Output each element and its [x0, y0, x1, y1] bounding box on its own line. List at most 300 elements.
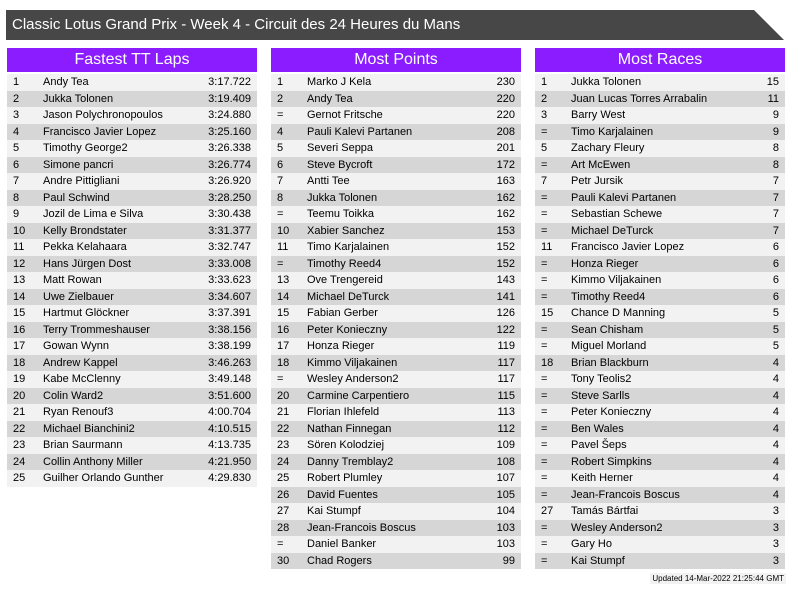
row-driver-name: Francisco Javier Lopez [43, 125, 157, 138]
table-row [271, 223, 521, 240]
table-row [535, 322, 785, 339]
row-driver-name: Pavel Šeps [571, 439, 627, 451]
row-driver-name: Guilher Orlando Gunther [43, 472, 164, 484]
table-row [535, 421, 785, 438]
table-row [271, 173, 521, 190]
row-driver-name: Hartmut Glöckner [43, 307, 130, 319]
row-value: 126 [496, 307, 515, 319]
updated-timestamp: Updated 14-Mar-2022 21:25:44 GMT [652, 574, 784, 583]
most-races-panel [535, 48, 785, 569]
row-driver-name: Kimmo Viljakainen [571, 274, 662, 286]
table-row [7, 454, 257, 471]
row-position: 2 [13, 92, 20, 105]
row-driver-name: Honza Rieger [307, 340, 375, 352]
table-row [271, 470, 521, 487]
most-points-panel [271, 48, 521, 569]
row-driver-name: Michael DeTurck [307, 290, 390, 303]
table-row [271, 355, 521, 372]
row-position: 19 [13, 373, 26, 385]
row-position: 8 [277, 191, 284, 204]
row-value: 141 [496, 290, 515, 303]
row-driver-name: Jukka Tolonen [307, 191, 378, 204]
row-position: 27 [541, 505, 554, 517]
row-driver-name: Jukka Tolonen [571, 76, 642, 88]
row-value: 143 [496, 274, 515, 286]
table-row [7, 239, 257, 256]
row-driver-name: Timo Karjalainen [307, 241, 390, 253]
table-row [535, 536, 785, 553]
row-position: = [541, 455, 548, 468]
row-position: 5 [277, 142, 284, 154]
row-position: = [541, 158, 548, 171]
table-row [535, 355, 785, 372]
table-row [535, 520, 785, 537]
row-value: 4 [772, 455, 779, 468]
row-driver-name: Sören Kolodziej [307, 439, 385, 451]
row-value: 3:38.199 [208, 340, 251, 352]
table-row [535, 404, 785, 421]
row-driver-name: Jean-Francois Boscus [307, 521, 416, 534]
row-value: 3:19.409 [208, 92, 251, 105]
table-row [535, 190, 785, 207]
row-driver-name: Michael Bianchini2 [43, 422, 135, 435]
row-driver-name: Gowan Wynn [43, 340, 109, 352]
row-position: 14 [13, 290, 26, 303]
table-row [7, 223, 257, 240]
row-value: 4:29.830 [208, 472, 251, 484]
row-driver-name: Steve Sarlls [571, 389, 630, 402]
row-position: = [541, 521, 548, 534]
table-row [271, 157, 521, 174]
row-driver-name: Keith Herner [571, 472, 633, 484]
row-position: 13 [13, 274, 26, 286]
row-value: 7 [772, 175, 779, 187]
row-value: 117 [497, 373, 515, 385]
row-value: 4 [772, 422, 779, 435]
row-value: 230 [496, 76, 515, 88]
table-row [535, 107, 785, 124]
row-position: 14 [277, 290, 290, 303]
table-row [535, 173, 785, 190]
table-row [271, 338, 521, 355]
row-driver-name: Kelly Brondstater [43, 224, 127, 237]
row-driver-name: Severi Seppa [307, 142, 374, 154]
row-driver-name: Xabier Sanchez [307, 224, 385, 237]
row-value: 4 [772, 472, 779, 484]
table-row [535, 239, 785, 256]
row-value: 3:32.747 [208, 241, 251, 253]
row-position: 1 [541, 76, 548, 88]
row-value: 4 [772, 356, 779, 369]
table-row [271, 124, 521, 141]
row-driver-name: Miguel Morland [571, 340, 647, 352]
row-value: 3:25.160 [208, 125, 251, 138]
row-value: 3:26.338 [208, 142, 251, 154]
row-value: 3:24.880 [208, 109, 251, 121]
row-value: 3:33.008 [208, 257, 251, 270]
page-banner [6, 10, 784, 40]
row-position: 2 [541, 92, 548, 105]
table-row [7, 404, 257, 421]
table-row [271, 256, 521, 273]
table-row [7, 157, 257, 174]
row-value: 4:21.950 [208, 455, 251, 468]
row-driver-name: Michael DeTurck [571, 224, 654, 237]
row-position: 23 [13, 439, 26, 451]
row-position: 9 [13, 208, 20, 220]
table-row [271, 388, 521, 405]
table-row [535, 305, 785, 322]
row-driver-name: Daniel Banker [307, 538, 377, 550]
row-value: 119 [497, 340, 515, 352]
row-driver-name: Tamás Bártfai [571, 505, 639, 517]
table-row [535, 553, 785, 570]
row-driver-name: Wesley Anderson2 [307, 373, 399, 385]
row-value: 15 [766, 76, 779, 88]
row-driver-name: Danny Tremblay2 [307, 455, 394, 468]
row-position: 3 [13, 109, 20, 121]
table-row [271, 421, 521, 438]
table-row [271, 74, 521, 91]
row-position: = [541, 406, 548, 418]
row-position: 5 [541, 142, 548, 154]
row-value: 117 [497, 356, 515, 369]
row-position: = [277, 538, 284, 550]
row-position: 7 [13, 175, 20, 187]
table-row [271, 206, 521, 223]
row-position: 17 [277, 340, 290, 352]
row-driver-name: Peter Konieczny [307, 323, 388, 336]
table-row [271, 371, 521, 388]
row-driver-name: Timo Karjalainen [571, 125, 654, 138]
row-value: 3:31.377 [208, 224, 251, 237]
most-races-header: Most Races [535, 48, 785, 74]
fastest-laps-header: Fastest TT Laps [7, 48, 257, 74]
table-row [7, 421, 257, 438]
row-value: 3:34.607 [208, 290, 251, 303]
row-driver-name: Terry Trommeshauser [43, 323, 150, 336]
row-driver-name: Wesley Anderson2 [571, 521, 663, 534]
row-position: = [541, 290, 548, 303]
row-driver-name: Ben Wales [571, 422, 624, 435]
row-driver-name: Tony Teolis2 [571, 373, 632, 385]
row-value: 6 [772, 241, 779, 253]
table-row [535, 338, 785, 355]
row-driver-name: Peter Konieczny [571, 406, 652, 418]
table-row [535, 74, 785, 91]
table-row [271, 520, 521, 537]
row-value: 8 [772, 158, 779, 171]
row-driver-name: Antti Tee [307, 175, 350, 187]
row-value: 3:17.722 [208, 76, 251, 88]
row-driver-name: Simone pancri [43, 158, 114, 171]
fastest-laps-panel [7, 48, 257, 487]
table-row [535, 157, 785, 174]
row-driver-name: Jean-Francois Boscus [571, 488, 680, 501]
most-points-header: Most Points [271, 48, 521, 74]
row-value: 107 [496, 472, 515, 484]
row-position: 26 [277, 488, 290, 501]
row-value: 3 [772, 505, 779, 517]
row-value: 162 [496, 191, 515, 204]
row-value: 3:26.774 [208, 158, 251, 171]
row-position: 23 [277, 439, 290, 451]
row-driver-name: Florian Ihlefeld [307, 406, 380, 418]
row-position: 25 [13, 472, 26, 484]
table-row [271, 454, 521, 471]
row-value: 115 [497, 389, 515, 402]
row-position: 11 [277, 241, 289, 253]
row-value: 3:30.438 [208, 208, 251, 220]
row-position: 24 [277, 455, 290, 468]
row-driver-name: Honza Rieger [571, 257, 639, 270]
row-position: = [277, 373, 284, 385]
row-driver-name: Nathan Finnegan [307, 422, 392, 435]
row-value: 7 [772, 191, 779, 204]
row-value: 3 [772, 538, 779, 550]
row-position: = [541, 439, 548, 451]
row-position: 4 [13, 125, 20, 138]
table-row [535, 206, 785, 223]
row-driver-name: Art McEwen [571, 158, 631, 171]
row-position: = [541, 373, 548, 385]
table-row [271, 140, 521, 157]
row-driver-name: Carmine Carpentiero [307, 389, 410, 402]
row-driver-name: Timothy George2 [43, 142, 128, 154]
row-position: 27 [277, 505, 290, 517]
table-row [7, 124, 257, 141]
row-position: 7 [277, 175, 284, 187]
row-value: 4 [772, 439, 779, 451]
table-row [271, 305, 521, 322]
row-position: = [541, 340, 548, 352]
row-driver-name: Timothy Reed4 [571, 290, 646, 303]
row-position: 4 [277, 125, 284, 138]
row-driver-name: Pauli Kalevi Partanen [307, 125, 413, 138]
row-driver-name: Steve Bycroft [307, 158, 373, 171]
row-position: = [541, 125, 548, 138]
row-position: 18 [13, 356, 26, 369]
row-position: 6 [277, 158, 284, 171]
row-position: = [541, 257, 548, 270]
table-row [535, 503, 785, 520]
row-value: 99 [502, 554, 515, 567]
row-value: 6 [772, 290, 779, 303]
row-value: 108 [496, 455, 515, 468]
row-value: 103 [496, 538, 515, 550]
row-position: = [277, 257, 284, 270]
row-position: 18 [277, 356, 290, 369]
row-value: 4 [772, 389, 779, 402]
table-row [7, 272, 257, 289]
row-driver-name: Ove Trengereid [307, 274, 383, 286]
row-position: 25 [277, 472, 290, 484]
row-value: 4:00.704 [208, 406, 251, 418]
row-driver-name: Colin Ward2 [43, 389, 104, 402]
row-driver-name: Gary Ho [571, 538, 612, 550]
row-position: 5 [13, 142, 20, 154]
table-row [535, 91, 785, 108]
row-driver-name: Kai Stumpf [571, 554, 625, 567]
row-driver-name: Uwe Zielbauer [43, 290, 114, 303]
row-position: 22 [277, 422, 290, 435]
row-position: 10 [277, 224, 290, 237]
row-value: 3 [772, 521, 779, 534]
row-driver-name: Francisco Javier Lopez [571, 241, 685, 253]
table-row [535, 223, 785, 240]
row-driver-name: Ryan Renouf3 [43, 406, 114, 418]
row-driver-name: Pekka Kelahaara [43, 241, 127, 253]
table-row [271, 553, 521, 570]
table-row [535, 272, 785, 289]
row-driver-name: Matt Rowan [43, 274, 102, 286]
table-row [7, 322, 257, 339]
row-value: 4 [772, 406, 779, 418]
table-row [7, 355, 257, 372]
row-driver-name: Sean Chisham [571, 323, 644, 336]
row-position: = [541, 488, 548, 501]
row-position: 15 [541, 307, 554, 319]
row-position: 18 [541, 356, 554, 369]
row-value: 7 [772, 224, 779, 237]
row-value: 3:37.391 [208, 307, 251, 319]
row-value: 9 [772, 125, 779, 138]
row-position: 3 [541, 109, 548, 121]
row-driver-name: Petr Jursik [571, 175, 623, 187]
table-row [7, 206, 257, 223]
table-row [7, 371, 257, 388]
row-position: 12 [13, 257, 26, 270]
table-row [7, 305, 257, 322]
row-position: = [541, 554, 548, 567]
table-row [271, 91, 521, 108]
table-row [271, 536, 521, 553]
row-position: 8 [13, 191, 20, 204]
row-value: 122 [496, 323, 515, 336]
row-position: = [277, 109, 284, 121]
row-driver-name: Timothy Reed4 [307, 257, 382, 270]
row-driver-name: Fabian Gerber [307, 307, 378, 319]
row-position: 15 [277, 307, 290, 319]
row-value: 109 [496, 439, 515, 451]
table-row [271, 437, 521, 454]
row-position: = [541, 274, 548, 286]
row-position: = [541, 389, 548, 402]
row-position: 28 [277, 521, 290, 534]
table-row [7, 289, 257, 306]
row-value: 113 [497, 406, 515, 418]
row-value: 3:38.156 [208, 323, 251, 336]
table-row [271, 107, 521, 124]
row-position: = [541, 323, 548, 336]
row-driver-name: Jukka Tolonen [43, 92, 114, 105]
row-value: 5 [772, 340, 779, 352]
row-driver-name: Andrew Kappel [43, 356, 118, 369]
table-row [271, 239, 521, 256]
table-row [7, 107, 257, 124]
table-row [7, 437, 257, 454]
row-position: 21 [13, 406, 26, 418]
row-value: 104 [496, 505, 515, 517]
row-value: 105 [496, 488, 515, 501]
row-value: 4 [772, 373, 779, 385]
row-position: 20 [13, 389, 26, 402]
row-position: = [541, 224, 548, 237]
table-row [535, 140, 785, 157]
row-value: 9 [772, 109, 779, 121]
row-value: 3:33.623 [208, 274, 251, 286]
row-position: 7 [541, 175, 548, 187]
row-position: 17 [13, 340, 26, 352]
table-row [271, 503, 521, 520]
row-driver-name: David Fuentes [307, 488, 378, 501]
row-position: 10 [13, 224, 26, 237]
row-value: 103 [496, 521, 515, 534]
row-position: = [541, 538, 548, 550]
table-row [535, 256, 785, 273]
row-driver-name: Pauli Kalevi Partanen [571, 191, 677, 204]
row-position: 1 [13, 76, 20, 88]
row-position: 15 [13, 307, 26, 319]
table-row [535, 454, 785, 471]
row-value: 163 [496, 175, 515, 187]
table-row [7, 388, 257, 405]
table-row [535, 470, 785, 487]
row-position: 11 [541, 241, 553, 253]
table-row [7, 74, 257, 91]
row-driver-name: Brian Blackburn [571, 356, 649, 369]
table-row [535, 437, 785, 454]
row-value: 11 [767, 92, 779, 105]
table-row [535, 388, 785, 405]
row-value: 4:13.735 [208, 439, 251, 451]
row-value: 162 [496, 208, 515, 220]
row-driver-name: Jozil de Lima e Silva [43, 208, 144, 220]
row-position: = [541, 191, 548, 204]
row-driver-name: Marko J Kela [307, 76, 372, 88]
row-value: 220 [496, 109, 515, 121]
row-position: 16 [13, 323, 26, 336]
row-driver-name: Chad Rogers [307, 554, 372, 567]
row-value: 3 [772, 554, 779, 567]
row-position: 21 [277, 406, 290, 418]
row-position: 6 [13, 158, 20, 171]
row-position: 11 [13, 241, 25, 253]
table-row [535, 124, 785, 141]
table-row [271, 322, 521, 339]
row-driver-name: Kimmo Viljakainen [307, 356, 398, 369]
row-driver-name: Kai Stumpf [307, 505, 361, 517]
most-races-table [535, 74, 785, 569]
row-value: 8 [772, 142, 779, 154]
row-position: 24 [13, 455, 26, 468]
row-value: 220 [496, 92, 515, 105]
row-driver-name: Andy Tea [307, 92, 353, 105]
row-driver-name: Andre Pittigliani [43, 175, 120, 187]
row-value: 3:49.148 [208, 373, 251, 385]
table-row [271, 289, 521, 306]
row-value: 4 [772, 488, 779, 501]
row-driver-name: Brian Saurmann [43, 439, 123, 451]
table-row [7, 173, 257, 190]
row-position: 16 [277, 323, 290, 336]
row-value: 112 [497, 422, 515, 435]
row-position: = [277, 208, 284, 220]
row-position: = [541, 472, 548, 484]
row-driver-name: Andy Tea [43, 76, 89, 88]
row-value: 3:28.250 [208, 191, 251, 204]
row-position: 22 [13, 422, 26, 435]
